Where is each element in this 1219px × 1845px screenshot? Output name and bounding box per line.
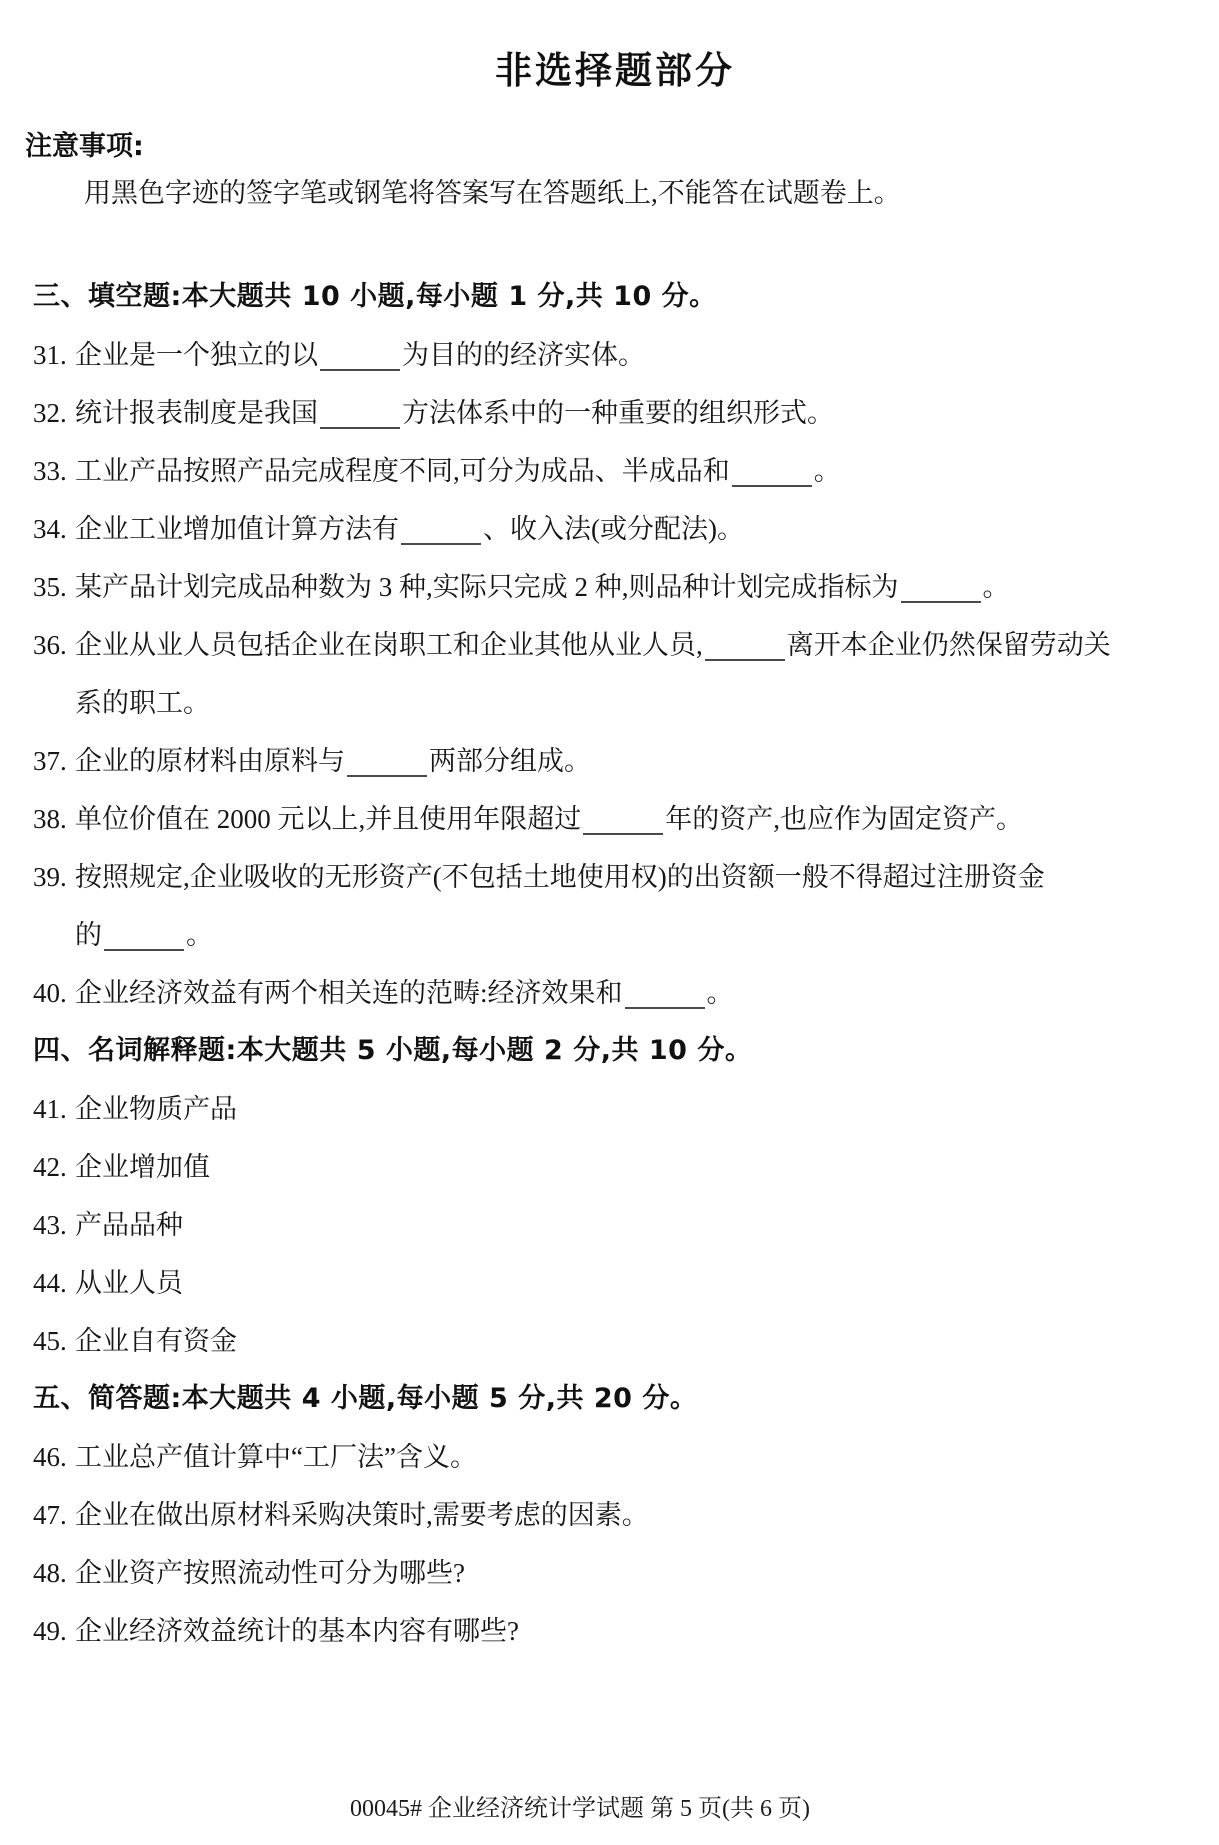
question-text: 企业资产按照流动性可分为哪些? [75,1558,465,1588]
section-heading-fill-in-the-blank: 三、填空题:本大题共 10 小题,每小题 1 分,共 10 分。 [33,281,717,312]
question-33 [33,442,1193,500]
question-text: 某产品计划完成品种数为 3 种,实际只完成 2 种,则品种计划完成指标为 。 [75,572,1010,602]
question-text: 企业物质产品 [75,1094,237,1124]
question-number: 32. [33,398,67,428]
question-number: 41. [33,1094,67,1124]
question-number: 37. [33,746,67,776]
question-32 [33,384,1193,442]
question-text: 单位价值在 2000 元以上,并且使用年限超过 年的资产,也应作为固定资产。 [75,804,1023,834]
question-number: 31. [33,340,67,370]
answer-blank [320,369,400,371]
question-number: 35. [33,572,67,602]
answer-blank [347,775,427,777]
question-text: 企业是一个独立的以 为目的的经济实体。 [75,340,645,370]
section-heading-short-answer: 五、简答题:本大题共 4 小题,每小题 5 分,共 20 分。 [33,1383,698,1414]
notice-text: 用黑色字迹的签字笔或钢笔将答案写在答题纸上,不能答在试题卷上。 [84,178,901,208]
question-36 [33,616,1193,732]
question-number: 36. [33,630,67,660]
section-heading-term-definitions: 四、名词解释题:本大题共 5 小题,每小题 2 分,共 10 分。 [33,1035,753,1066]
question-45 [33,1312,1193,1370]
question-39 [33,848,1193,964]
question-34 [33,500,1193,558]
question-text: 企业工业增加值计算方法有 、收入法(或分配法)。 [75,514,744,544]
question-35 [33,558,1193,616]
answer-blank [583,833,663,835]
question-text: 企业增加值 [75,1152,210,1182]
page-footer: 00045# 企业经济统计学试题 第 5 页(共 6 页) [350,1796,810,1822]
question-47 [33,1486,1193,1544]
question-number: 44. [33,1268,67,1298]
question-text: 企业经济效益有两个相关连的范畴:经济效果和 。 [75,978,734,1008]
question-text: 产品品种 [75,1210,183,1240]
answer-blank [901,601,981,603]
question-49 [33,1602,1193,1660]
question-text: 按照规定,企业吸收的无形资产(不包括土地使用权)的出资额一般不得超过注册资金 的 。 [75,862,1045,950]
notice-label: 注意事项: [25,131,144,162]
question-text: 工业总产值计算中“工厂法”含义。 [75,1442,477,1472]
question-number: 43. [33,1210,67,1240]
question-46 [33,1428,1193,1486]
question-text: 企业经济效益统计的基本内容有哪些? [75,1616,519,1646]
question-text: 工业产品按照产品完成程度不同,可分为成品、半成品和 。 [75,456,841,486]
answer-blank [401,543,481,545]
question-43 [33,1196,1193,1254]
question-text: 企业的原材料由原料与 两部分组成。 [75,746,591,776]
page-title: 非选择题部分 [495,49,735,92]
question-number: 38. [33,804,67,834]
question-number: 40. [33,978,67,1008]
question-48 [33,1544,1193,1602]
question-40 [33,964,1193,1022]
question-number: 39. [33,862,67,892]
answer-blank [705,659,785,661]
answer-blank [625,1007,705,1009]
question-text: 统计报表制度是我国 方法体系中的一种重要的组织形式。 [75,398,834,428]
question-44 [33,1254,1193,1312]
question-text: 企业从业人员包括企业在岗职工和企业其他从业人员, 离开本企业仍然保留劳动关 系的职工。 [75,630,1111,718]
question-number: 46. [33,1442,67,1472]
question-text: 企业自有资金 [75,1326,237,1356]
question-text: 从业人员 [75,1268,183,1298]
question-number: 45. [33,1326,67,1356]
question-number: 49. [33,1616,67,1646]
question-31 [33,326,1193,384]
question-38 [33,790,1193,848]
question-text: 企业在做出原材料采购决策时,需要考虑的因素。 [75,1500,649,1530]
question-37 [33,732,1193,790]
question-41 [33,1080,1193,1138]
question-number: 33. [33,456,67,486]
question-42 [33,1138,1193,1196]
question-number: 42. [33,1152,67,1182]
answer-blank [104,949,184,951]
question-body [33,268,1193,1660]
question-number: 47. [33,1500,67,1530]
question-number: 34. [33,514,67,544]
answer-blank [732,485,812,487]
answer-blank [320,427,400,429]
question-number: 48. [33,1558,67,1588]
